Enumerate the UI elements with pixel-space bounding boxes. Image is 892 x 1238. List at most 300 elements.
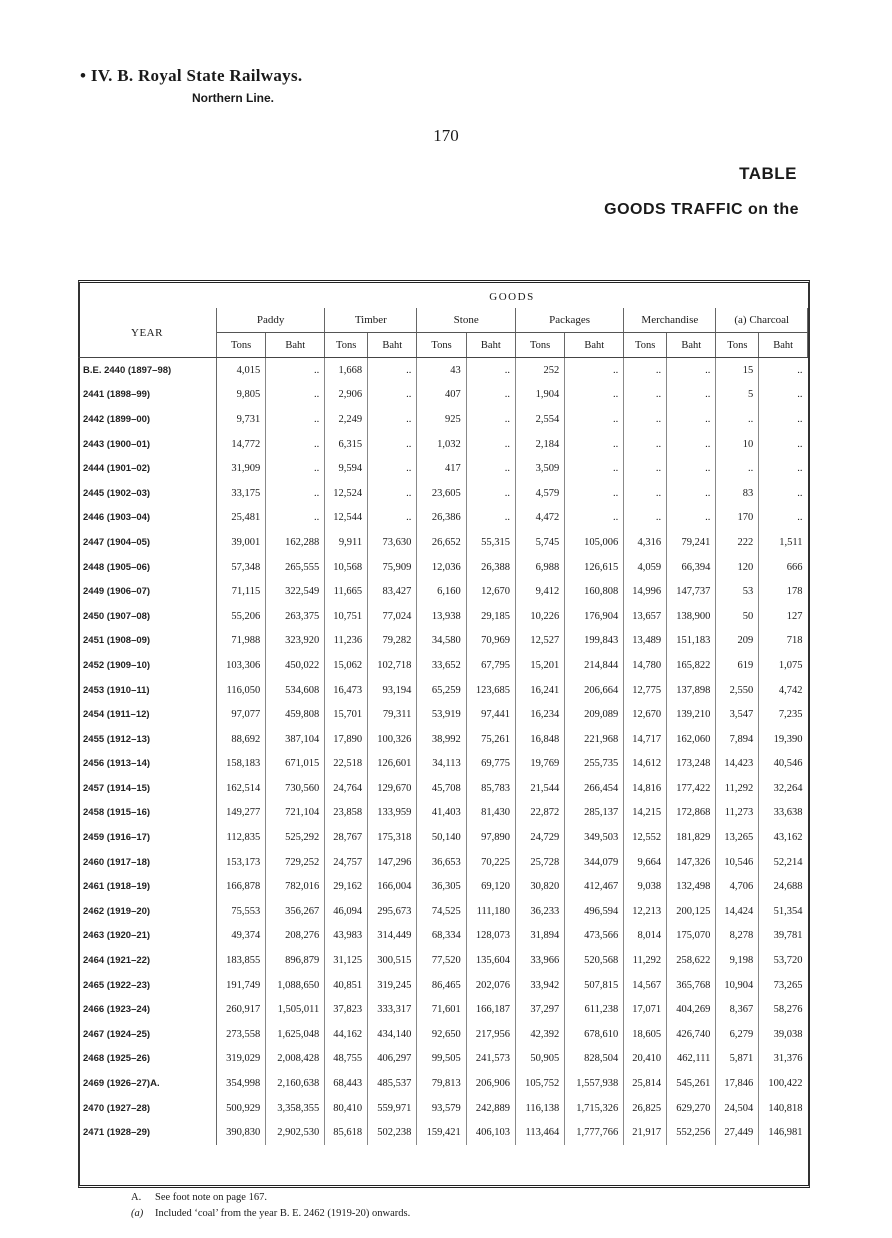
value-cell: 175,318 [368,825,417,850]
value-cell: 80,410 [325,1096,368,1121]
value-cell: 97,077 [217,702,266,727]
value-cell: 75,261 [466,727,515,752]
value-cell: 71,115 [217,579,266,604]
table-row [78,1047,808,1072]
value-cell: 139,210 [667,702,716,727]
value-cell: 36,305 [417,874,466,899]
value-cell: 16,848 [516,727,565,752]
value-cell: 36,233 [516,899,565,924]
table-row [78,555,808,580]
value-cell: 99,505 [417,1047,466,1072]
value-cell: 39,781 [773,930,803,942]
value-cell: 1,625,048 [266,1022,325,1047]
value-cell: 12,552 [624,825,667,850]
year-cell: 2465 (1922–23) [78,973,217,998]
value-cell: 485,537 [368,1071,417,1096]
value-cell: 333,317 [368,997,417,1022]
value-cell: 68,334 [417,924,466,949]
value-cell: .. [266,481,325,506]
footnote-mark: A. [131,1192,142,1203]
value-cell: 1,904 [516,383,565,408]
value-cell: .. [624,407,667,432]
value-cell: .. [716,407,759,432]
value-cell: 33,942 [516,973,565,998]
value-cell: 6,160 [417,579,466,604]
value-cell: 111,180 [466,899,515,924]
value-cell: 44,162 [325,1022,368,1047]
value-cell: 50 [716,604,759,629]
value-cell: .. [466,506,515,531]
value-cell: 31,125 [325,948,368,973]
value-cell: 66,394 [667,555,716,580]
value-cell: 450,022 [266,653,325,678]
value-cell: 5 [716,383,759,408]
table-row [78,383,808,408]
value-cell: 166,187 [466,997,515,1022]
value-cell: 135,604 [466,948,515,973]
value-cell: 37,297 [516,997,565,1022]
value-cell: 13,265 [716,825,759,850]
value-cell: 1,088,650 [266,973,325,998]
value-cell: 10,546 [716,850,759,875]
value-cell: 678,610 [565,1022,624,1047]
value-cell: 88,692 [217,727,266,752]
value-cell: 33,175 [217,481,266,506]
value-cell: .. [266,432,325,457]
value-cell: .. [565,481,624,506]
footnote-mark: (a) [131,1208,144,1219]
value-cell: 265,555 [266,555,325,580]
value-cell: 38,992 [417,727,466,752]
value-cell: 1,668 [325,358,368,383]
value-cell: .. [266,383,325,408]
value-cell: 43 [417,358,466,383]
value-cell: 24,757 [325,850,368,875]
value-cell: 13,938 [417,604,466,629]
value-cell: 4,706 [716,874,759,899]
value-cell: 10,751 [325,604,368,629]
value-cell: 4,059 [624,555,667,580]
value-cell: 273,558 [217,1022,266,1047]
value-cell: 1,511 [779,536,803,548]
value-cell: 15,062 [325,653,368,678]
value-cell: 9,038 [624,874,667,899]
value-cell: 1,715,326 [565,1096,624,1121]
goods-traffic-table [78,286,808,1145]
value-cell: 14,717 [624,727,667,752]
value-cell: 3,547 [716,702,759,727]
value-cell: 8,367 [716,997,759,1022]
value-cell: 214,844 [565,653,624,678]
value-cell: 83 [716,481,759,506]
table-row [78,1096,808,1121]
value-cell: .. [565,358,624,383]
year-cell: 2466 (1923–24) [78,997,217,1022]
value-cell: .. [266,407,325,432]
value-cell: 390,830 [217,1120,266,1145]
value-cell: 14,215 [624,801,667,826]
value-cell: 534,608 [266,678,325,703]
value-cell: 41,403 [417,801,466,826]
year-cell: 2451 (1908–09) [78,629,217,654]
table-row [78,579,808,604]
group-header: Paddy [217,308,325,333]
value-cell: 33,966 [516,948,565,973]
year-cell: 2462 (1919–20) [78,899,217,924]
sub-header: Tons [217,333,266,358]
value-cell: 5,745 [516,530,565,555]
value-cell: 14,780 [624,653,667,678]
year-cell: 2471 (1928–29) [78,1120,217,1145]
value-cell: 162,060 [667,727,716,752]
value-cell: 349,503 [565,825,624,850]
value-cell: .. [565,432,624,457]
table-row [78,850,808,875]
value-cell: 20,410 [624,1047,667,1072]
value-cell: 147,326 [667,850,716,875]
value-cell: 263,375 [266,604,325,629]
value-cell: 3,358,355 [266,1096,325,1121]
value-cell: 75,553 [217,899,266,924]
value-cell: 14,423 [716,752,759,777]
value-cell: 13,657 [624,604,667,629]
sub-header: Tons [417,333,466,358]
value-cell: 29,162 [325,874,368,899]
value-cell: 258,622 [667,948,716,973]
value-cell: 48,755 [325,1047,368,1072]
year-cell: 2467 (1924–25) [78,1022,217,1047]
table-row [78,629,808,654]
value-cell: 34,580 [417,629,466,654]
value-cell: 15,701 [325,702,368,727]
value-cell: 37,823 [325,997,368,1022]
group-header: Stone [417,308,516,333]
year-cell: 2454 (1911–12) [78,702,217,727]
value-cell: 2,902,530 [266,1120,325,1145]
value-cell: 1,557,938 [565,1071,624,1096]
table-label: TABLE [739,164,797,183]
value-cell: 24,504 [716,1096,759,1121]
value-cell: 79,813 [417,1071,466,1096]
table-row [78,924,808,949]
value-cell: 671,015 [266,752,325,777]
year-cell: 2469 (1926–27)A. [78,1071,217,1096]
table-row [78,948,808,973]
value-cell: 9,805 [217,383,266,408]
value-cell: 925 [417,407,466,432]
value-cell: .. [565,506,624,531]
value-cell: 729,252 [266,850,325,875]
value-cell: 295,673 [368,899,417,924]
table-row [78,653,808,678]
value-cell: 15,201 [516,653,565,678]
value-cell: 12,524 [325,481,368,506]
value-cell: 209 [716,629,759,654]
footnote-text: See foot note on page 167. [155,1192,267,1203]
value-cell: 417 [417,456,466,481]
value-cell: 33,638 [773,807,803,819]
value-cell: 241,573 [466,1047,515,1072]
value-cell: .. [797,487,803,499]
value-cell: 39,038 [773,1028,803,1040]
value-cell: .. [797,389,803,401]
value-cell: 26,652 [417,530,466,555]
value-cell: 14,567 [624,973,667,998]
value-cell: 147,737 [667,579,716,604]
value-cell: .. [667,506,716,531]
value-cell: .. [667,481,716,506]
value-cell: 1,777,766 [565,1120,624,1145]
sub-header: Tons [325,333,368,358]
value-cell: 151,183 [667,629,716,654]
value-cell: 191,749 [217,973,266,998]
value-cell: 100,422 [768,1078,803,1090]
value-cell: .. [667,358,716,383]
value-cell: 26,386 [417,506,466,531]
group-header: Merchandise [624,308,716,333]
value-cell: 74,525 [417,899,466,924]
value-cell: 10,568 [325,555,368,580]
value-cell: 162,288 [266,530,325,555]
value-cell: .. [266,456,325,481]
value-cell: 93,579 [417,1096,466,1121]
value-cell: 19,390 [773,733,803,745]
value-cell: 105,006 [565,530,624,555]
value-cell: 31,376 [773,1053,803,1065]
value-cell: 31,909 [217,456,266,481]
value-cell: .. [797,364,803,376]
value-cell: 4,742 [778,684,803,696]
table-row [78,678,808,703]
value-cell: 65,259 [417,678,466,703]
value-cell: .. [368,383,417,408]
year-cell: 2453 (1910–11) [78,678,217,703]
value-cell: .. [368,506,417,531]
value-cell: 32,264 [773,782,803,794]
value-cell: 25,814 [624,1071,667,1096]
table-row [78,899,808,924]
value-cell: 507,815 [565,973,624,998]
value-cell: 79,311 [368,702,417,727]
value-cell: 85,783 [466,776,515,801]
value-cell: .. [797,463,803,475]
value-cell: 77,520 [417,948,466,973]
value-cell: .. [368,456,417,481]
value-cell: .. [466,407,515,432]
table-row [78,702,808,727]
value-cell: 12,544 [325,506,368,531]
value-cell: 46,094 [325,899,368,924]
value-cell: 15 [716,358,759,383]
value-cell: 31,894 [516,924,565,949]
value-cell: 12,670 [624,702,667,727]
value-cell: 29,185 [466,604,515,629]
value-cell: 17,890 [325,727,368,752]
value-cell: 26,388 [466,555,515,580]
value-cell: .. [716,456,759,481]
value-cell: 8,278 [716,924,759,949]
year-cell: 2459 (1916–17) [78,825,217,850]
value-cell: 9,664 [624,850,667,875]
year-cell: 2468 (1925–26) [78,1047,217,1072]
value-cell: 23,605 [417,481,466,506]
value-cell: 496,594 [565,899,624,924]
value-cell: .. [797,438,803,450]
value-cell: 319,245 [368,973,417,998]
value-cell: 828,504 [565,1047,624,1072]
table-row [78,604,808,629]
value-cell: 70,225 [466,850,515,875]
value-cell: 14,612 [624,752,667,777]
value-cell: 158,183 [217,752,266,777]
value-cell: .. [797,413,803,425]
value-cell: 200,125 [667,899,716,924]
year-cell: 2464 (1921–22) [78,948,217,973]
value-cell: 3,509 [516,456,565,481]
value-cell: 79,282 [368,629,417,654]
value-cell: 51,354 [773,905,803,917]
value-cell: 459,808 [266,702,325,727]
section-title: IV. B. Royal State Railways. [90,66,303,85]
year-header: YEAR [78,308,217,358]
value-cell: 69,775 [466,752,515,777]
value-cell: 206,906 [466,1071,515,1096]
value-cell: 7,235 [778,709,803,721]
value-cell: 2,160,638 [266,1071,325,1096]
value-cell: 173,248 [667,752,716,777]
value-cell: 102,718 [368,653,417,678]
value-cell: 4,472 [516,506,565,531]
subsection-heading: Northern Line. [192,91,275,105]
value-cell: 629,270 [667,1096,716,1121]
value-cell: 40,851 [325,973,368,998]
sub-header: Baht [368,333,417,358]
value-cell: 319,029 [217,1047,266,1072]
value-cell: 67,795 [466,653,515,678]
year-spacer [78,286,217,308]
value-cell: 2,008,428 [266,1047,325,1072]
value-cell: 22,872 [516,801,565,826]
value-cell: 73,265 [773,979,803,991]
value-cell: 116,138 [516,1096,565,1121]
value-cell: 17,071 [624,997,667,1022]
value-cell: 12,527 [516,629,565,654]
value-cell: 55,206 [217,604,266,629]
value-cell: 322,549 [266,579,325,604]
value-cell: 71,601 [417,997,466,1022]
value-cell: 12,213 [624,899,667,924]
value-cell: 4,579 [516,481,565,506]
value-cell: 4,316 [624,530,667,555]
value-cell: 208,276 [266,924,325,949]
value-cell: 43,983 [325,924,368,949]
value-cell: .. [466,432,515,457]
table-row [78,973,808,998]
value-cell: .. [667,383,716,408]
value-cell: 113,464 [516,1120,565,1145]
value-cell: 183,855 [217,948,266,973]
table-row [78,432,808,457]
value-cell: 525,292 [266,825,325,850]
value-cell: 407 [417,383,466,408]
value-cell: 177,422 [667,776,716,801]
value-cell: 166,004 [368,874,417,899]
value-cell: 57,348 [217,555,266,580]
value-cell: 129,670 [368,776,417,801]
value-cell: 11,292 [716,776,759,801]
value-cell: .. [466,456,515,481]
value-cell: 40,546 [773,758,803,770]
table-row [78,825,808,850]
value-cell: 85,618 [325,1120,368,1145]
year-cell: 2456 (1913–14) [78,752,217,777]
value-cell: 9,911 [325,530,368,555]
value-cell: 43,162 [773,832,803,844]
value-cell: 14,996 [624,579,667,604]
year-cell: 2441 (1898–99) [78,383,217,408]
value-cell: 138,900 [667,604,716,629]
value-cell: 314,449 [368,924,417,949]
value-cell: 23,858 [325,801,368,826]
value-cell: 217,956 [466,1022,515,1047]
value-cell: 209,089 [565,702,624,727]
value-cell: 69,120 [466,874,515,899]
group-header: (a) Charcoal [716,308,808,333]
value-cell: 502,238 [368,1120,417,1145]
value-cell: 33,652 [417,653,466,678]
value-cell: 70,969 [466,629,515,654]
value-cell: 45,708 [417,776,466,801]
value-cell: 354,998 [217,1071,266,1096]
value-cell: 181,829 [667,825,716,850]
value-cell: 1,032 [417,432,466,457]
value-cell: 406,297 [368,1047,417,1072]
value-cell: 71,988 [217,629,266,654]
value-cell: 6,988 [516,555,565,580]
value-cell: .. [368,481,417,506]
value-cell: 14,424 [716,899,759,924]
value-cell: 285,137 [565,801,624,826]
value-cell: 404,269 [667,997,716,1022]
year-cell: 2446 (1903–04) [78,506,217,531]
year-cell: 2458 (1915–16) [78,801,217,826]
value-cell: 53,720 [773,955,803,967]
value-cell: 92,650 [417,1022,466,1047]
value-cell: 6,279 [716,1022,759,1047]
value-cell: 221,968 [565,727,624,752]
value-cell: 19,769 [516,752,565,777]
year-cell: 2447 (1904–05) [78,530,217,555]
value-cell: 896,879 [266,948,325,973]
value-cell: 36,653 [417,850,466,875]
sub-header: Tons [624,333,667,358]
year-cell: 2463 (1920–21) [78,924,217,949]
value-cell: 10,226 [516,604,565,629]
goods-header: GOODS [489,291,535,303]
value-cell: 10 [716,432,759,457]
value-cell: 83,427 [368,579,417,604]
value-cell: 93,194 [368,678,417,703]
value-cell: 24,688 [773,881,803,893]
value-cell: 172,868 [667,801,716,826]
value-cell: 53 [716,579,759,604]
value-cell: 97,890 [466,825,515,850]
value-cell: 9,731 [217,407,266,432]
value-cell: 8,014 [624,924,667,949]
value-cell: 730,560 [266,776,325,801]
value-cell: 133,959 [368,801,417,826]
value-cell: .. [624,432,667,457]
